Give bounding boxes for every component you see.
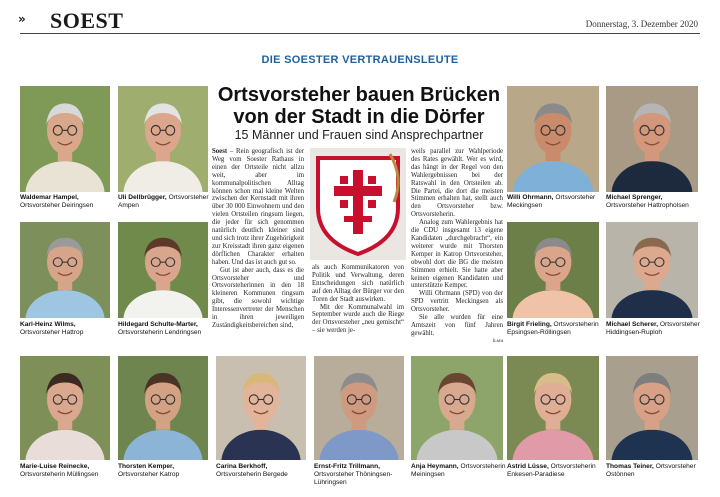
portrait-caption — [606, 194, 704, 210]
person-role: Ortsvorsteher Hattrop — [20, 329, 84, 336]
person-name: Karl-Heinz Wilms, — [20, 321, 76, 328]
person-role: Ortsvorsteherin Enkesen-Paradiese — [507, 463, 596, 478]
person-role: Ortsvorsteherin Meiningsen — [411, 463, 506, 478]
person-role: Ortsvorsteher Deiringsen — [20, 202, 94, 209]
portrait-photo — [20, 356, 110, 460]
person-role: Ortsvorsteher Katrop — [118, 471, 180, 478]
person-role: Ortsvorsteher Thöningsen-Lühringsen — [314, 471, 393, 486]
person-role: Ortsvorsteher Ampen — [118, 194, 209, 209]
dateline-word: Soest — [212, 148, 228, 155]
column-3-text-d: Sie alle wurden für eine Amtszeit von fünf Jahren gewählt. — [411, 314, 503, 337]
portrait-photo — [20, 222, 110, 318]
column-3-text-c: Willi Ohrmann (SPD) von der SPD vertritt Meckingsen als Ortsvorsteher. — [411, 290, 503, 314]
portrait-photo — [118, 222, 208, 318]
person-role: Ortsvorsteherin Müllingsen — [20, 471, 99, 478]
person-name: Waldemar Hampel, — [20, 194, 79, 201]
person-role: Ortsvorsteherin Bergede — [216, 471, 288, 478]
person-name: Hildegard Schulte-Marter, — [118, 321, 198, 328]
portrait-photo — [216, 356, 306, 460]
portrait-photo — [606, 222, 698, 318]
portrait-caption — [118, 194, 214, 210]
portrait-caption — [507, 463, 605, 479]
article-kicker: DIE SOESTER VERTRAUENSLEUTE — [261, 54, 459, 66]
person-name: Anja Heymann, — [411, 463, 459, 470]
portrait-caption — [507, 194, 605, 210]
chevron-icon: » — [18, 12, 26, 26]
person-role: Ortsvorsteher Ostönnen — [606, 463, 696, 478]
portrait-photo — [507, 86, 599, 192]
article-column-1 — [212, 148, 304, 330]
person-name: Thomas Teiner, — [606, 463, 654, 470]
person-name: Ernst-Fritz Trillmann, — [314, 463, 380, 470]
person-role: Ortsvorsteher Meckingsen — [507, 194, 596, 209]
portrait-photo — [118, 356, 208, 460]
portrait-caption — [507, 321, 605, 337]
portrait-caption — [606, 321, 704, 337]
person-name: Michael Scherer, — [606, 321, 659, 328]
portrait-caption — [118, 463, 214, 479]
person-name: Thorsten Kemper, — [118, 463, 175, 470]
portrait-caption — [20, 321, 116, 337]
portrait-photo — [118, 86, 208, 192]
portrait-caption — [20, 194, 116, 210]
person-name: Astrid Lüsse, — [507, 463, 549, 470]
author-tag: b.ssu — [492, 338, 503, 344]
section-title: SOEST — [50, 8, 124, 33]
person-name: Willi Ohrmann, — [507, 194, 554, 201]
soest-crest-icon — [310, 148, 406, 260]
article-column-2 — [312, 264, 404, 335]
person-role: Ortsvorsteherin Lendringsen — [118, 329, 202, 336]
column-1-text-a: – Rein geografisch ist der Weg vom Soester Rathaus in einen der Ortsteile nicht allzu weit, aber im kommunalpolitischen Alltag können schon mal kleine Welten zwischen der Kernstadt mit ihren über 30 000 Einwohnern und den vielen Ortsteilen ringsum liegen, die jeder für sich genommen natürlich deutlich kleiner sind und sich trotz ihrer Zugehörigkeit zur Kreisstadt ihren ganz eigenen dörflichen Charakter erhalten haben. Und das ist auch gut so. — [212, 148, 304, 266]
portrait-caption — [20, 463, 116, 479]
portrait-caption — [606, 463, 704, 479]
portrait-caption — [216, 463, 312, 479]
column-2-text-a: als auch Kommunikatoren von Politik und Verwaltung, deren Entscheidungen sich natürlich auf den Alltag der Bürger vor den Toren der Stadt auswirken. — [312, 264, 404, 303]
issue-date: Donnerstag, 3. Dezember 2020 — [585, 19, 698, 29]
headline-line-2: von der Stadt in die Dörfer — [233, 106, 485, 128]
portrait-photo — [314, 356, 404, 460]
column-3-text-a: weils parallel zur Wahlperiode des Rates gewählt. Wer es wird, das hängt in der Regel von den Wahlergebnissen bei der Ratswahl in den Ortsteilen ab. Die Partei, die dort die meisten Stimmen erhalten hat, stellt auch den Ortsvorsteher bzw. Ortsvorsteherin. — [411, 148, 503, 219]
portrait-caption — [411, 463, 509, 479]
portrait-photo — [507, 356, 599, 460]
column-2-text-b: Mit der Kommunalwahl im September wurde auch die Riege der Ortsvorsteher „neu gemischt“ – sie werden je- — [312, 303, 404, 335]
portrait-photo — [507, 222, 599, 318]
column-1-text-b: Gut ist aber auch, dass es die Ortsvorsteher und Ortsvorsteherinnen in den 18 kleineren Kommunen ringsum gibt, die sowohl wichtige Interessenvertreter der Menschen in ihren jeweiligen Zuständigkeitsbereichen sind, — [212, 266, 304, 329]
header-rule — [20, 33, 700, 34]
column-3-text-b: Analog zum Wahlergebnis hat die CDU insgesamt 13 eigene Kandidaten „durchgebracht“, ein weiterer wurde mit Thorsten Kemper in Katrop Ortsvorsteher, obwohl dort die BG die meisten Stimmen erhielt. Sie hatte aber keinen eigenen Kandidaten und unterstützte Kemper. — [411, 219, 503, 290]
person-name: Carina Berkhoff, — [216, 463, 268, 470]
article-headline — [212, 84, 506, 128]
person-name: Michael Sprenger, — [606, 194, 663, 201]
portrait-photo — [606, 356, 698, 460]
headline-line-1: Ortsvorsteher bauen Brücken — [217, 84, 501, 106]
person-role: Ortsvorsteher Hiddingsen-Ruploh — [606, 321, 700, 336]
person-role: Ortsvorsteherin Epsingsen-Röllingsen — [507, 321, 599, 336]
portrait-photo — [20, 86, 110, 192]
person-name: Birgit Frieling, — [507, 321, 552, 328]
person-role: Ortsvorsteher Hattropholsen — [606, 202, 689, 209]
portrait-caption — [118, 321, 214, 337]
portrait-photo — [411, 356, 503, 460]
person-name: Marie-Luise Reinecke, — [20, 463, 90, 470]
article-column-3 — [411, 148, 503, 346]
portrait-caption — [314, 463, 410, 487]
portrait-photo — [606, 86, 698, 192]
page-header — [0, 0, 720, 34]
article-subhead: 15 Männer und Frauen sind Ansprechpartner — [234, 128, 484, 142]
person-name: Uli Dellbrügger, — [118, 194, 167, 201]
